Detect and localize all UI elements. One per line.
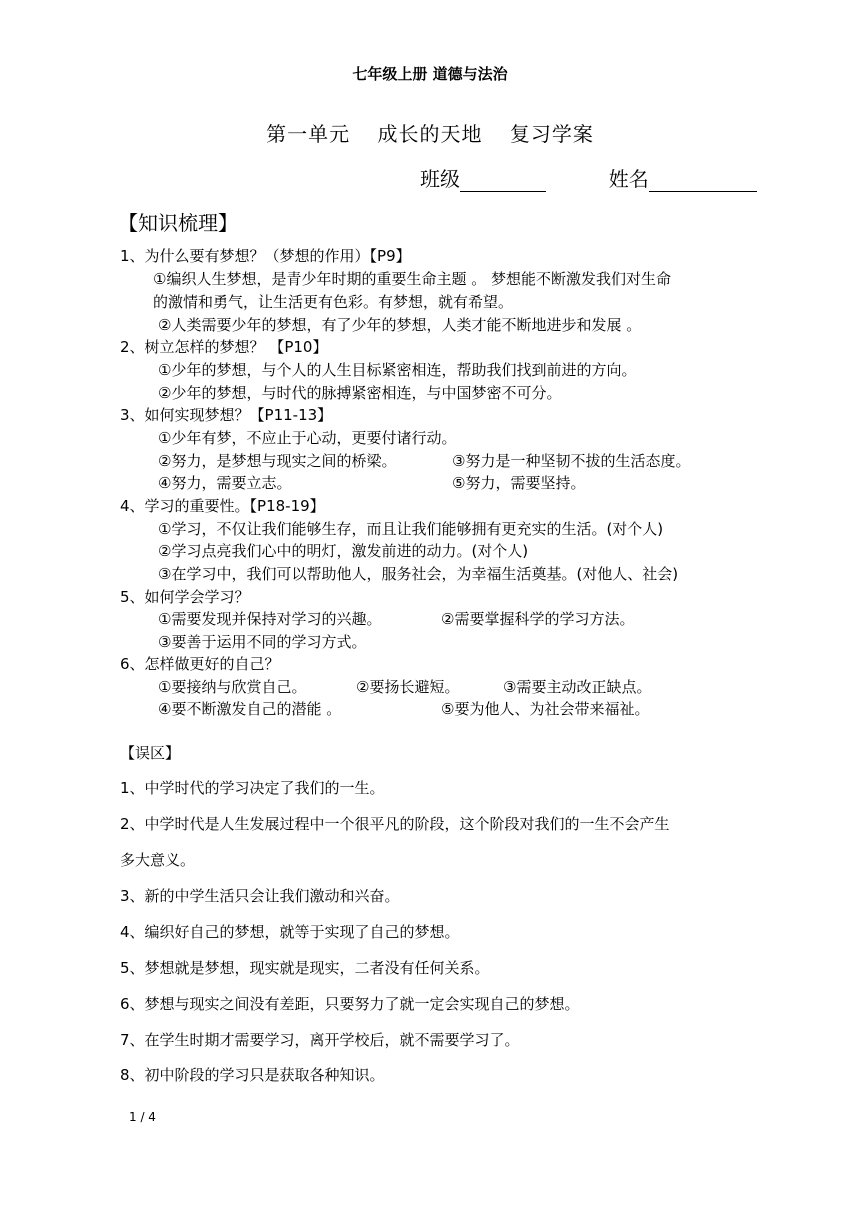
student-info-fields xyxy=(420,163,757,192)
answer-3-5: ⑤努力，需要坚持。 xyxy=(452,474,586,492)
class-label: 班级 xyxy=(420,167,460,191)
answer-1-1b: 的激情和勇气，让生活更有色彩。有梦想，就有希望。 xyxy=(153,293,514,311)
document-header: 七年级上册 道德与法治 xyxy=(352,65,508,83)
misconception-item: 6、梦想与现实之间没有差距，只要努力了就一定会实现自己的梦想。 xyxy=(120,995,580,1013)
question-5: 5、如何学会学习？ xyxy=(120,588,250,606)
answer-2-2: ②少年的梦想，与时代的脉搏紧密相连，与中国梦密不可分。 xyxy=(158,384,562,402)
answer-6-5: ⑤要为他人、为社会带来福祉。 xyxy=(441,700,650,718)
answer-6-3: ③需要主动改正缺点。 xyxy=(503,678,652,696)
answer-1-1a: ①编织人生梦想，是青少年时期的重要生命主题 。 梦想能不断激发我们对生命 xyxy=(153,270,671,288)
answer-6-4: ④要不断激发自己的潜能 。 xyxy=(158,700,342,718)
answer-4-1: ①学习，不仅让我们能够生存，而且让我们能够拥有更充实的生活。(对个人) xyxy=(158,520,664,538)
name-blank xyxy=(649,169,757,192)
title-type: 复习学案 xyxy=(509,122,594,146)
misconception-item: 4、编织好自己的梦想，就等于实现了自己的梦想。 xyxy=(120,923,460,941)
answer-3-3: ③努力是一种坚韧不拔的生活态度。 xyxy=(452,452,691,470)
answer-5-1: ①需要发现并保持对学习的兴趣。 xyxy=(158,610,382,628)
answer-4-3: ③在学习中，我们可以帮助他人，服务社会，为幸福生活奠基。(对他人、社会) xyxy=(158,565,679,583)
misconception-item: 7、在学生时期才需要学习，离开学校后，就不需要学习了。 xyxy=(120,1031,520,1049)
page-title xyxy=(0,118,860,147)
answer-3-2: ②努力，是梦想与现实之间的桥梁。 xyxy=(158,452,397,470)
misconception-item: 2、中学时代是人生发展过程中一个很平凡的阶段，这个阶段对我们的一生不会产生 xyxy=(120,815,670,833)
answer-6-2: ②要扬长避短。 xyxy=(356,678,460,696)
name-label: 姓名 xyxy=(608,167,649,191)
knowledge-heading: 【知识梳理】 xyxy=(118,211,238,235)
answer-5-3: ③要善于运用不同的学习方式。 xyxy=(158,633,367,651)
title-unit: 第一单元 xyxy=(266,122,351,146)
misconception-item: 1、中学时代的学习决定了我们的一生。 xyxy=(120,779,385,797)
answer-5-2: ②需要掌握科学的学习方法。 xyxy=(441,610,635,628)
answer-4-2: ②学习点亮我们心中的明灯，激发前进的动力。(对个人) xyxy=(158,542,529,560)
misconception-item: 3、新的中学生活只会让我们激动和兴奋。 xyxy=(120,887,400,905)
question-1: 1、为什么要有梦想？（梦想的作用）【P9】 xyxy=(120,247,411,265)
answer-6-1: ①要接纳与欣赏自己。 xyxy=(158,678,307,696)
question-2: 2、树立怎样的梦想？ 【P10】 xyxy=(120,338,328,356)
question-4: 4、学习的重要性。【P18-19】 xyxy=(120,497,325,515)
answer-3-1: ①少年有梦，不应止于心动，更要付诸行动。 xyxy=(158,429,457,447)
misconceptions-heading: 【误区】 xyxy=(120,744,181,762)
misconception-item: 多大意义。 xyxy=(120,851,196,869)
misconception-item: 5、梦想就是梦想，现实就是现实，二者没有任何关系。 xyxy=(120,959,490,977)
answer-3-4: ④努力，需要立志。 xyxy=(158,474,292,492)
answer-1-2: ②人类需要少年的梦想，有了少年的梦想，人类才能不断地进步和发展 。 xyxy=(158,316,642,334)
title-topic: 成长的天地 xyxy=(377,122,483,146)
question-6: 6、怎样做更好的自己？ xyxy=(120,655,280,673)
question-3: 3、如何实现梦想？【P11-13】 xyxy=(120,406,333,424)
page-number: 1 / 4 xyxy=(129,1110,156,1124)
misconception-item: 8、初中阶段的学习只是获取各种知识。 xyxy=(120,1066,385,1084)
answer-2-1: ①少年的梦想，与个人的人生目标紧密相连，帮助我们找到前进的方向。 xyxy=(158,361,637,379)
class-blank xyxy=(460,169,546,192)
